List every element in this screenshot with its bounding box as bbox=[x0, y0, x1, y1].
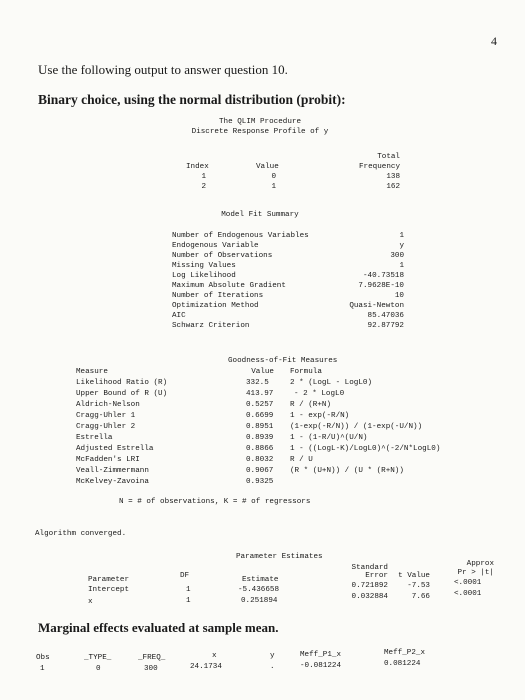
gof-value: 413.97 bbox=[246, 390, 274, 398]
gof-measure-header: Measure bbox=[76, 368, 108, 376]
instruction-text: Use the following output to answer question 10. bbox=[38, 62, 288, 77]
params-header-estimate: Estimate bbox=[242, 576, 279, 584]
model-fit-label: Endogenous Variable bbox=[172, 242, 259, 250]
marginal-header: _FREQ_ bbox=[138, 654, 166, 662]
marginal-heading: Marginal effects evaluated at sample mean. bbox=[38, 620, 279, 635]
params-cell: 0.251894 bbox=[241, 597, 278, 605]
params-cell: 1 bbox=[186, 597, 191, 605]
model-fit-label: Optimization Method bbox=[172, 302, 259, 310]
model-fit-value: -40.73518 bbox=[362, 272, 404, 280]
gof-value: 0.8866 bbox=[246, 445, 274, 453]
total-header: Total bbox=[377, 153, 400, 161]
marginal-cell: 300 bbox=[144, 665, 158, 673]
params-cell: -5.436658 bbox=[238, 586, 280, 594]
params-cell: 7.66 bbox=[411, 593, 430, 601]
model-fit-row bbox=[172, 282, 404, 291]
params-header-df: DF bbox=[180, 572, 190, 580]
profile-cell: 162 bbox=[386, 183, 400, 191]
gof-formula: 2 * (LogL - LogL0) bbox=[290, 379, 373, 387]
params-cell: <.0001 bbox=[454, 590, 482, 598]
model-fit-row bbox=[172, 302, 404, 311]
marginal-header: y bbox=[270, 652, 275, 660]
marginal-header: Meff_P1_x bbox=[300, 651, 342, 659]
model-fit-value: 85.47036 bbox=[367, 312, 404, 320]
marginal-header: Meff_P2_x bbox=[384, 649, 426, 657]
model-fit-value: 10 bbox=[394, 292, 404, 300]
model-fit-value: Quasi-Newton bbox=[349, 302, 404, 310]
params-header-error: Error bbox=[365, 572, 388, 580]
model-fit-label: Schwarz Criterion bbox=[172, 322, 250, 330]
marginal-cell: . bbox=[270, 663, 275, 671]
model-fit-value: 92.87792 bbox=[367, 322, 404, 330]
gof-measure: McKelvey-Zavoina bbox=[76, 478, 149, 486]
gof-measure: Veall-Zimmermann bbox=[76, 467, 149, 475]
model-fit-row bbox=[172, 242, 404, 251]
marginal-cell: 0 bbox=[96, 665, 101, 673]
params-header-approx: Approx bbox=[466, 560, 494, 568]
section-heading: Binary choice, using the normal distribution (probit): bbox=[38, 92, 346, 107]
model-fit-label: Log Likelihood bbox=[172, 272, 236, 280]
algorithm-status: Algorithm converged. bbox=[35, 530, 127, 538]
gof-value: 0.9325 bbox=[246, 478, 274, 486]
params-cell: -7.53 bbox=[407, 582, 430, 590]
marginal-header: _TYPE_ bbox=[84, 654, 112, 662]
gof-value: 0.5257 bbox=[246, 401, 274, 409]
page-number: 4 bbox=[491, 34, 497, 48]
proc-title: The QLIM Procedure bbox=[218, 118, 302, 126]
model-fit-label: AIC bbox=[172, 312, 186, 320]
gof-formula: R / U bbox=[290, 456, 313, 464]
gof-measure: Estrella bbox=[76, 434, 113, 442]
marginal-cell: 0.081224 bbox=[384, 660, 421, 668]
model-fit-row bbox=[172, 262, 404, 271]
gof-measure: Likelihood Ratio (R) bbox=[76, 379, 168, 387]
params-header-standard: Standard bbox=[351, 564, 388, 572]
params-cell: <.0001 bbox=[454, 579, 482, 587]
gof-formula: 1 - ((LogL-K)/LogL0)^(-2/N*LogL0) bbox=[290, 445, 441, 453]
params-cell: 1 bbox=[186, 586, 191, 594]
params-cell: x bbox=[88, 598, 93, 606]
col-frequency-header: Frequency bbox=[358, 163, 400, 171]
gof-value: 0.6699 bbox=[246, 412, 274, 420]
model-fit-value: y bbox=[399, 242, 404, 250]
marginal-header: x bbox=[212, 652, 217, 660]
col-index-header: Index bbox=[186, 163, 209, 171]
model-fit-row bbox=[172, 232, 404, 241]
gof-note: N = # of observations, K = # of regressors bbox=[119, 498, 311, 506]
col-value-header: Value bbox=[256, 163, 279, 171]
gof-formula: 1 - (1-R/U)^(U/N) bbox=[290, 434, 368, 442]
profile-cell: 2 bbox=[201, 183, 206, 191]
gof-formula: R / (R+N) bbox=[290, 401, 332, 409]
params-header-parameter: Parameter bbox=[88, 576, 130, 584]
gof-formula: 1 - exp(-R/N) bbox=[290, 412, 350, 420]
params-cell: 0.032884 bbox=[351, 593, 388, 601]
model-fit-label: Maximum Absolute Gradient bbox=[172, 282, 286, 290]
profile-cell: 0 bbox=[271, 173, 276, 181]
params-header-pr: Pr > |t| bbox=[457, 569, 494, 577]
model-fit-value: 7.9628E-10 bbox=[358, 282, 404, 290]
model-fit-label: Missing Values bbox=[172, 262, 236, 270]
gof-measure: McFadden's LRI bbox=[76, 456, 140, 464]
model-fit-value: 1 bbox=[399, 262, 404, 270]
gof-formula-header: Formula bbox=[290, 368, 322, 376]
gof-measure: Adjusted Estrella bbox=[76, 445, 154, 453]
proc-subtitle: Discrete Response Profile of y bbox=[191, 128, 329, 136]
gof-measure: Cragg-Uhler 2 bbox=[76, 423, 136, 431]
model-fit-title: Model Fit Summary bbox=[221, 211, 299, 219]
model-fit-row bbox=[172, 292, 404, 301]
gof-measure: Upper Bound of R (U) bbox=[76, 390, 168, 398]
gof-measure: Aldrich-Nelson bbox=[76, 401, 140, 409]
gof-title: Goodness-of-Fit Measures bbox=[228, 357, 338, 365]
marginal-cell: 24.1734 bbox=[190, 663, 222, 671]
gof-value-header: Value bbox=[251, 368, 274, 376]
marginal-cell: -0.081224 bbox=[300, 662, 342, 670]
gof-value: 0.9067 bbox=[246, 467, 274, 475]
gof-value: 0.8951 bbox=[246, 423, 274, 431]
gof-formula: (R * (U+N)) / (U * (R+N)) bbox=[290, 467, 404, 475]
model-fit-row bbox=[172, 322, 404, 331]
model-fit-row bbox=[172, 312, 404, 321]
params-cell: 0.721892 bbox=[351, 582, 388, 590]
model-fit-value: 300 bbox=[390, 252, 404, 260]
profile-cell: 1 bbox=[271, 183, 276, 191]
model-fit-row bbox=[172, 272, 404, 281]
model-fit-label: Number of Observations bbox=[172, 252, 273, 260]
marginal-cell: 1 bbox=[40, 665, 45, 673]
model-fit-label: Number of Iterations bbox=[172, 292, 264, 300]
gof-measure: Cragg-Uhler 1 bbox=[76, 412, 136, 420]
params-cell: Intercept bbox=[88, 586, 130, 594]
gof-formula: (1-exp(-R/N)) / (1-exp(-U/N)) bbox=[290, 423, 423, 431]
marginal-header: Obs bbox=[36, 654, 50, 662]
profile-cell: 138 bbox=[386, 173, 400, 181]
gof-value: 332.5 bbox=[246, 379, 269, 387]
params-title: Parameter Estimates bbox=[236, 553, 323, 561]
profile-cell: 1 bbox=[201, 173, 206, 181]
gof-value: 0.8032 bbox=[246, 456, 274, 464]
params-header-tvalue: t Value bbox=[398, 572, 430, 580]
gof-formula: - 2 * LogL0 bbox=[294, 390, 345, 398]
gof-value: 0.8939 bbox=[246, 434, 274, 442]
model-fit-label: Number of Endogenous Variables bbox=[172, 232, 309, 240]
model-fit-row bbox=[172, 252, 404, 261]
model-fit-value: 1 bbox=[399, 232, 404, 240]
